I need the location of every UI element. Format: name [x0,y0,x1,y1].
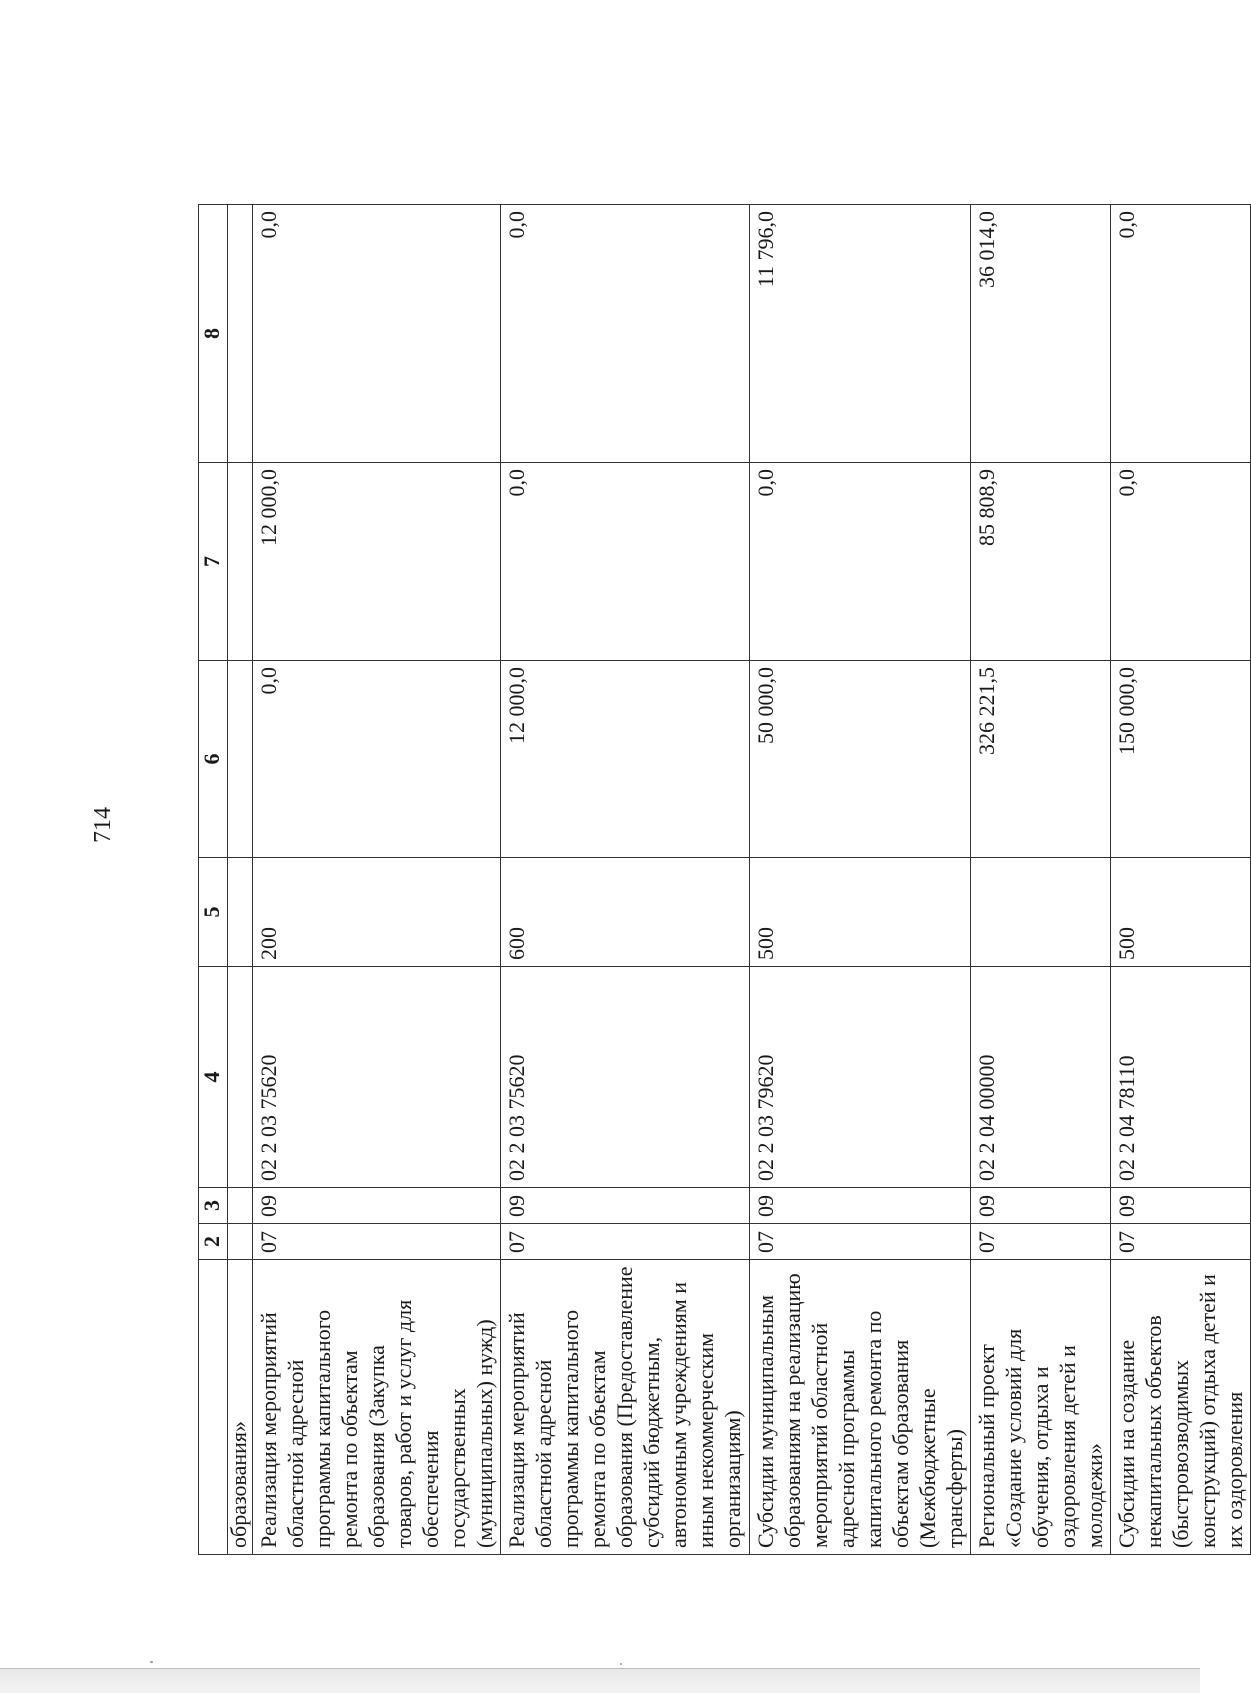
header-col-1 [199,1260,228,1555]
header-col-6: 6 [199,661,228,858]
table-row [971,205,1111,1555]
cell-target-code: 02 2 03 75620 [253,967,501,1188]
page-number: 714 [90,807,116,843]
row-name: Региональный проект «Создание условий для обучения, отдыха и оздоровления детей и молодежи» [971,1260,1111,1555]
cell-subsection: 09 [750,1188,971,1224]
cell-amount-8: 0,0 [501,205,750,463]
budget-table [198,204,1251,1555]
cell-subsection: 09 [501,1188,750,1224]
header-col-8: 8 [199,205,228,463]
table-row [501,205,750,1555]
header-col-3: 3 [199,1188,228,1224]
cell-amount-6: 326 221,5 [971,661,1111,858]
cell-section: 07 [750,1224,971,1260]
continuation-text: образования» [228,1260,253,1555]
cell-amount-6: 12 000,0 [501,661,750,858]
cell-amount-8: 0,0 [253,205,501,463]
cell-target-code: 02 2 03 75620 [501,967,750,1188]
cell-amount-6: 50 000,0 [750,661,971,858]
continuation-row [228,205,253,1555]
cell-target-code: 02 2 04 78110 [1111,967,1251,1188]
cell-section: 07 [971,1224,1111,1260]
scan-bottom-edge [0,1668,1200,1693]
table-row [750,205,971,1555]
cell-amount-7: 0,0 [1111,463,1251,661]
scan-speck [620,1663,622,1665]
cell-expense-type [971,858,1111,967]
rotated-page [90,100,1247,1555]
row-name: Субсидии на создание некапитальных объектов (быстровозводимых конструкций) отдыха детей и их оздоровления [1111,1260,1251,1555]
cell-expense-type: 200 [253,858,501,967]
table-row [1111,205,1251,1555]
cell-section: 07 [1111,1224,1251,1260]
cell-expense-type: 600 [501,858,750,967]
cell-amount-7: 0,0 [501,463,750,661]
cell-amount-6: 0,0 [253,661,501,858]
table-row [253,205,501,1555]
header-col-2: 2 [199,1224,228,1260]
cell-subsection: 09 [1111,1188,1251,1224]
cell-subsection: 09 [971,1188,1111,1224]
cell-amount-8: 36 014,0 [971,205,1111,463]
cell-expense-type: 500 [1111,858,1251,967]
cell-subsection: 09 [253,1188,501,1224]
cell-section: 07 [253,1224,501,1260]
header-col-7: 7 [199,463,228,661]
header-row [199,205,228,1555]
cell-amount-7: 0,0 [750,463,971,661]
cell-expense-type: 500 [750,858,971,967]
cell-amount-7: 85 808,9 [971,463,1111,661]
row-name: Реализация мероприятий областной адресной программы капитального ремонта по объектам образования (Предоставление субсидий бюджетным, автономным учреждениям и иным некоммерческим организациям) [501,1260,750,1555]
cell-amount-7: 12 000,0 [253,463,501,661]
row-name: Реализация мероприятий областной адресной программы капитального ремонта по объектам образования (Закупка товаров, работ и услуг для обеспечения государственных (муниципальных) нужд) [253,1260,501,1555]
scan-speck [150,1661,153,1663]
cell-target-code: 02 2 03 79620 [750,967,971,1188]
cell-section: 07 [501,1224,750,1260]
row-name: Субсидии муниципальным образованиям на реализацию мероприятий областной адресной программы капитального ремонта по объектам образования (Межбюджетные трансферты) [750,1260,971,1555]
cell-target-code: 02 2 04 00000 [971,967,1111,1188]
cell-amount-8: 0,0 [1111,205,1251,463]
cell-amount-8: 11 796,0 [750,205,971,463]
cell-amount-6: 150 000,0 [1111,661,1251,858]
header-col-4: 4 [199,967,228,1188]
header-col-5: 5 [199,858,228,967]
